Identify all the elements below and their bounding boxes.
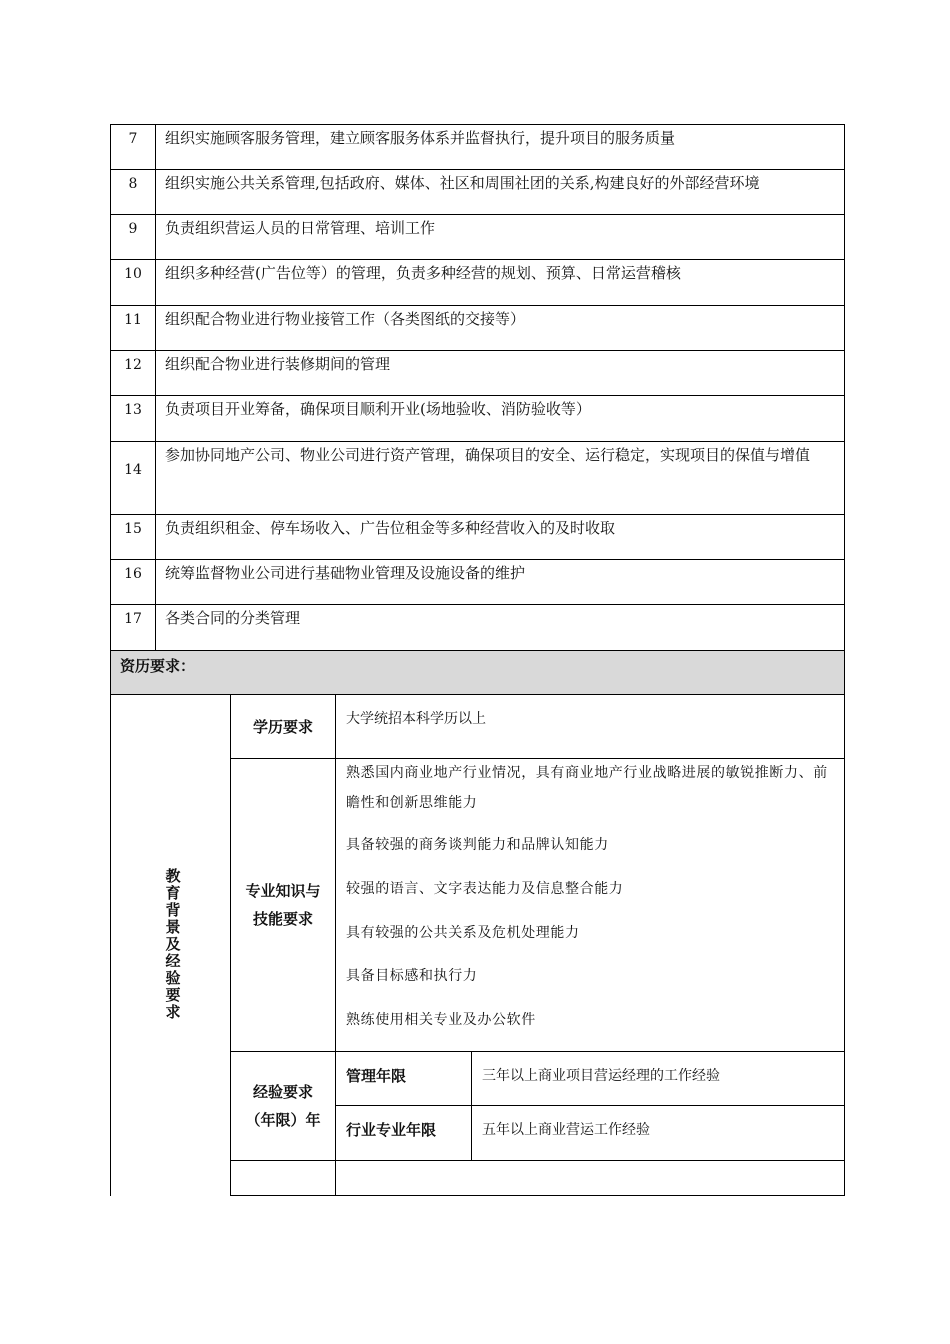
duty-number: 9 xyxy=(128,221,138,237)
table-border-line xyxy=(110,604,845,605)
management-years-label: 管理年限 xyxy=(346,1067,407,1085)
table-border-line xyxy=(230,694,231,1196)
table-border-line xyxy=(110,259,845,260)
duty-text: 组织配合物业进行物业接管工作（各类图纸的交接等） xyxy=(165,310,526,328)
table-border-line xyxy=(230,1195,845,1196)
table-border-line xyxy=(110,350,845,351)
industry-years-value: 五年以上商业营运工作经验 xyxy=(482,1122,650,1138)
section-title: 资历要求： xyxy=(120,657,196,675)
table-border-line xyxy=(110,395,845,396)
duty-number: 7 xyxy=(128,131,138,147)
section-band xyxy=(111,651,844,694)
table-border-line xyxy=(110,559,845,560)
table-border-line xyxy=(110,124,845,125)
duty-text: 负责项目开业筹备，确保项目顺利开业(场地验收、消防验收等） xyxy=(165,400,591,418)
table-border-line xyxy=(844,124,845,1196)
table-border-line xyxy=(230,1160,845,1161)
skill-item: 具备目标感和执行力 xyxy=(346,968,478,984)
duty-number: 16 xyxy=(124,566,142,582)
duty-number: 8 xyxy=(128,176,138,192)
table-border-line xyxy=(110,650,845,651)
duty-text: 各类合同的分类管理 xyxy=(165,609,301,627)
table-border-line xyxy=(335,1105,845,1106)
duty-text: 负责组织营运人员的日常管理、培训工作 xyxy=(165,219,436,237)
education-label: 学历要求 xyxy=(252,718,313,736)
duty-text: 组织实施公共关系管理,包括政府、媒体、社区和周围社团的关系,构建良好的外部经营环境 xyxy=(165,174,760,192)
skill-item: 具备较强的商务谈判能力和品牌认知能力 xyxy=(346,837,609,853)
duty-number: 15 xyxy=(124,521,142,537)
management-years-value: 三年以上商业项目营运经理的工作经验 xyxy=(482,1068,720,1084)
skill-item: 熟练使用相关专业及办公软件 xyxy=(346,1012,536,1028)
table-border-line xyxy=(110,305,845,306)
duty-number: 11 xyxy=(124,312,142,328)
duty-number: 10 xyxy=(124,266,142,282)
table-border-line xyxy=(110,124,111,1196)
table-border-line xyxy=(110,169,845,170)
experience-label: 经验要求 （年限）年 xyxy=(245,1083,321,1129)
table-border-line xyxy=(110,514,845,515)
duty-text: 统筹监督物业公司进行基础物业管理及设施设备的维护 xyxy=(165,564,526,582)
table-border-line xyxy=(471,1051,472,1160)
skill-item: 较强的语言、文字表达能力及信息整合能力 xyxy=(346,881,624,897)
duty-text: 组织配合物业进行装修期间的管理 xyxy=(165,355,391,373)
table-border-line xyxy=(335,694,336,1196)
duty-number: 12 xyxy=(124,357,142,373)
table-border-line xyxy=(110,694,845,695)
duty-number: 13 xyxy=(124,402,142,418)
table-border-line xyxy=(155,124,156,650)
skills-label: 专业知识与 技能要求 xyxy=(245,882,321,928)
table-border-line xyxy=(110,441,845,442)
industry-years-label: 行业专业年限 xyxy=(346,1121,437,1139)
duty-text: 组织实施顾客服务管理，建立顾客服务体系并监督执行，提升项目的服务质量 xyxy=(165,129,676,147)
education-value: 大学统招本科学历以上 xyxy=(346,711,486,727)
duty-number: 14 xyxy=(124,462,142,478)
duty-text: 负责组织租金、停车场收入、广告位租金等多种经营收入的及时收取 xyxy=(165,519,616,537)
duty-text: 参加协同地产公司、物业公司进行资产管理，确保项目的安全、运行稳定，实现项目的保值与增值 xyxy=(165,446,811,464)
duty-text: 组织多种经营(广告位等）的管理，负责多种经营的规划、预算、日常运营稽核 xyxy=(165,264,681,282)
vertical-label: 教 育 背 景 及 经 验 要 求 xyxy=(165,867,181,1021)
table-border-line xyxy=(230,758,845,759)
skill-item: 具有较强的公共关系及危机处理能力 xyxy=(346,925,580,941)
duty-number: 17 xyxy=(124,611,142,627)
table-border-line xyxy=(230,1051,845,1052)
table-border-line xyxy=(110,214,845,215)
skill-item: 熟悉国内商业地产行业情况，具有商业地产行业战略进展的敏锐推断力、前瞻性和创新思维能力 xyxy=(346,765,828,811)
